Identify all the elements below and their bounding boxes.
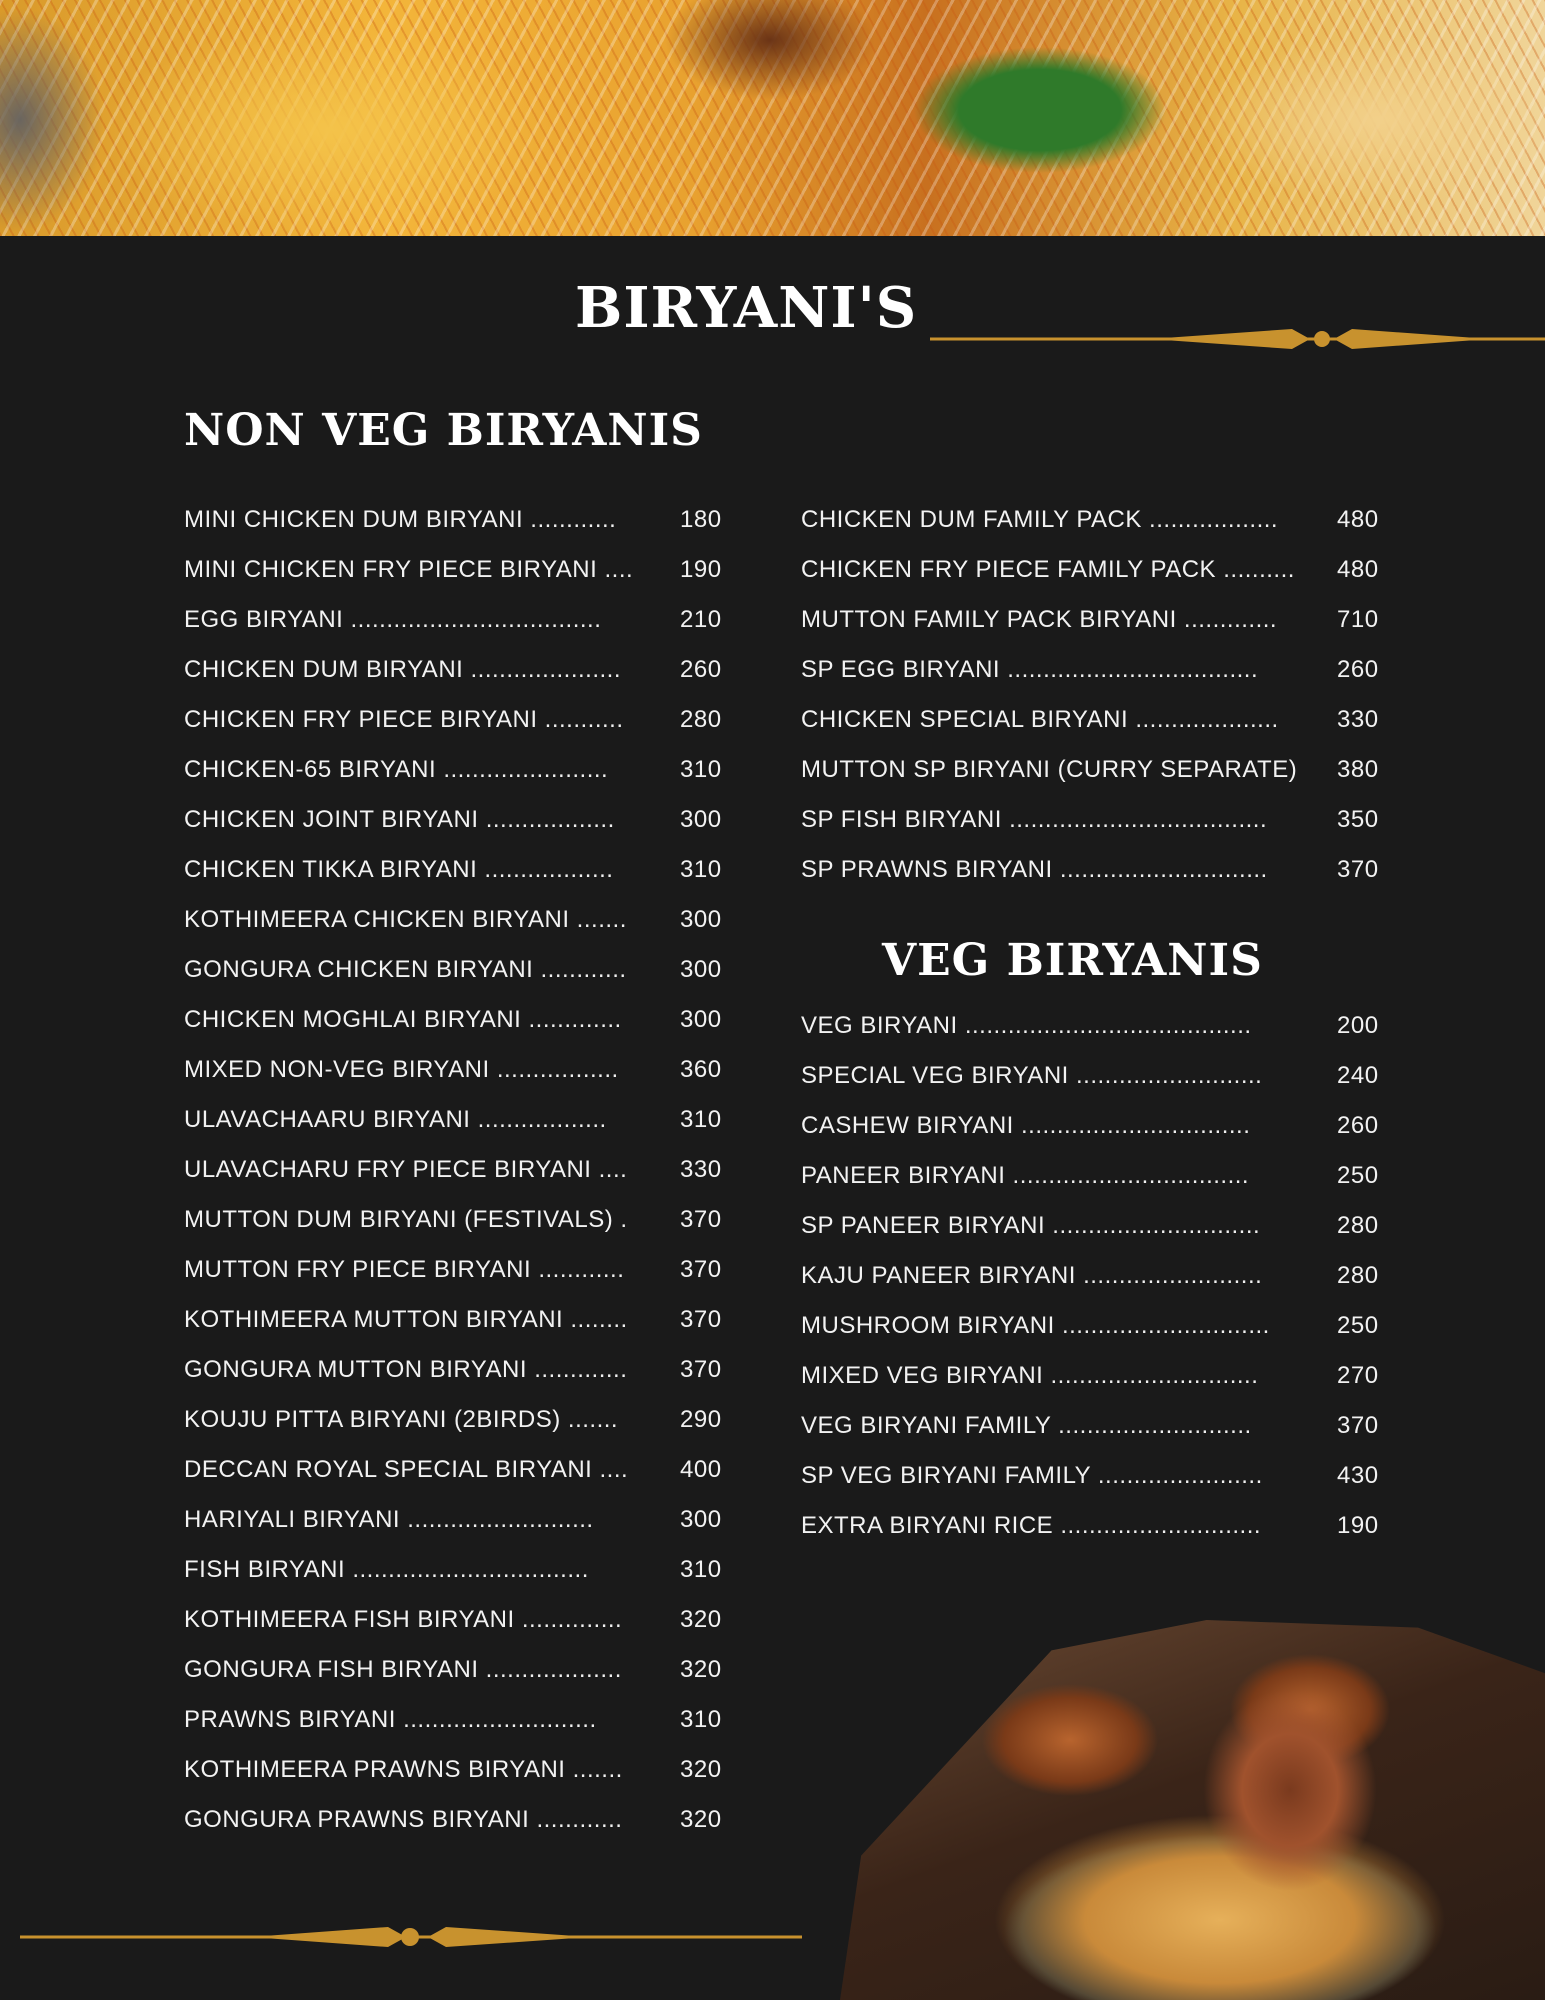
item-name: ULAVACHAARU BIRYANI .................. [184, 1106, 607, 1133]
item-name: DECCAN ROYAL SPECIAL BIRYANI .... [184, 1456, 629, 1483]
item-price: 480 [1337, 506, 1379, 533]
item-price: 250 [1337, 1162, 1379, 1189]
item-price: 240 [1337, 1062, 1379, 1089]
item-price: 320 [680, 1606, 722, 1633]
item-name: FISH BIRYANI ................................. [184, 1556, 589, 1583]
item-name: KOUJU PITTA BIRYANI (2BIRDS) ....... [184, 1406, 619, 1433]
item-name: CHICKEN JOINT BIRYANI .................. [184, 806, 615, 833]
item-price: 370 [1337, 1412, 1379, 1439]
item-price: 330 [680, 1156, 722, 1183]
item-name: CHICKEN MOGHLAI BIRYANI ............. [184, 1006, 622, 1033]
item-price: 320 [680, 1756, 722, 1783]
item-name: GONGURA CHICKEN BIRYANI ............ [184, 956, 627, 983]
item-price: 300 [680, 1506, 722, 1533]
item-name: GONGURA FISH BIRYANI ................... [184, 1656, 622, 1683]
item-price: 330 [1337, 706, 1379, 733]
item-name: CHICKEN FRY PIECE FAMILY PACK .......... [801, 556, 1295, 583]
item-price: 210 [680, 606, 722, 633]
item-price: 260 [680, 656, 722, 683]
item-name: ULAVACHARU FRY PIECE BIRYANI .... [184, 1156, 628, 1183]
item-name: SP PANEER BIRYANI ............................. [801, 1212, 1261, 1239]
item-price: 200 [1337, 1012, 1379, 1039]
page-title: BIRYANI'S [575, 275, 918, 341]
item-price: 320 [680, 1656, 722, 1683]
item-name: VEG BIRYANI ........................................ [801, 1012, 1252, 1039]
item-price: 300 [680, 906, 722, 933]
item-price: 360 [680, 1056, 722, 1083]
item-name: MIXED NON-VEG BIRYANI ................. [184, 1056, 619, 1083]
item-name: GONGURA PRAWNS BIRYANI ............ [184, 1806, 623, 1833]
item-price: 180 [680, 506, 722, 533]
item-name: KAJU PANEER BIRYANI ......................... [801, 1262, 1263, 1289]
biryani-dish-photo [840, 1620, 1545, 2000]
item-name: MINI CHICKEN FRY PIECE BIRYANI .... [184, 556, 634, 583]
divider-ornament-top [930, 322, 1545, 356]
item-name: MIXED VEG BIRYANI ............................. [801, 1362, 1259, 1389]
item-name: EXTRA BIRYANI RICE ............................ [801, 1512, 1262, 1539]
item-price: 370 [680, 1256, 722, 1283]
item-price: 280 [1337, 1262, 1379, 1289]
item-price: 380 [1337, 756, 1379, 783]
item-price: 370 [680, 1206, 722, 1233]
item-price: 270 [1337, 1362, 1379, 1389]
item-price: 260 [1337, 656, 1379, 683]
item-price: 310 [680, 1556, 722, 1583]
item-price: 310 [680, 1706, 722, 1733]
item-name: CHICKEN DUM BIRYANI ..................... [184, 656, 622, 683]
item-price: 250 [1337, 1312, 1379, 1339]
item-price: 370 [680, 1306, 722, 1333]
item-price: 400 [680, 1456, 722, 1483]
item-name: SPECIAL VEG BIRYANI .......................... [801, 1062, 1263, 1089]
section-title-non-veg: NON VEG BIRYANIS [184, 405, 703, 456]
item-price: 260 [1337, 1112, 1379, 1139]
item-name: KOTHIMEERA CHICKEN BIRYANI ....... [184, 906, 627, 933]
item-price: 310 [680, 1106, 722, 1133]
item-name: KOTHIMEERA PRAWNS BIRYANI ....... [184, 1756, 623, 1783]
item-price: 710 [1337, 606, 1379, 633]
item-name: CHICKEN DUM FAMILY PACK .................. [801, 506, 1279, 533]
item-price: 350 [1337, 806, 1379, 833]
item-price: 300 [680, 956, 722, 983]
item-price: 290 [680, 1406, 722, 1433]
item-name: CASHEW BIRYANI ................................ [801, 1112, 1251, 1139]
item-price: 280 [1337, 1212, 1379, 1239]
item-name: GONGURA MUTTON BIRYANI ............. [184, 1356, 628, 1383]
item-price: 300 [680, 1006, 722, 1033]
item-name: SP FISH BIRYANI .................................... [801, 806, 1268, 833]
item-price: 190 [1337, 1512, 1379, 1539]
item-price: 300 [680, 806, 722, 833]
item-price: 370 [680, 1356, 722, 1383]
item-name: CHICKEN TIKKA BIRYANI .................. [184, 856, 614, 883]
item-price: 310 [680, 856, 722, 883]
hero-biryani-photo [0, 0, 1545, 236]
item-name: PRAWNS BIRYANI ........................... [184, 1706, 597, 1733]
item-name: SP VEG BIRYANI FAMILY ....................... [801, 1462, 1263, 1489]
item-name: CHICKEN FRY PIECE BIRYANI ........... [184, 706, 624, 733]
item-price: 280 [680, 706, 722, 733]
item-price: 430 [1337, 1462, 1379, 1489]
item-name: PANEER BIRYANI ................................. [801, 1162, 1250, 1189]
section-title-veg: VEG BIRYANIS [882, 935, 1263, 986]
divider-ornament-bottom [20, 1920, 802, 1954]
item-name: KOTHIMEERA MUTTON BIRYANI ........ [184, 1306, 628, 1333]
item-name: MUTTON SP BIRYANI (CURRY SEPARATE) [801, 756, 1298, 783]
item-price: 190 [680, 556, 722, 583]
item-price: 370 [1337, 856, 1379, 883]
item-name: EGG BIRYANI ................................... [184, 606, 602, 633]
item-name: CHICKEN-65 BIRYANI ....................... [184, 756, 609, 783]
item-name: KOTHIMEERA FISH BIRYANI .............. [184, 1606, 623, 1633]
item-price: 480 [1337, 556, 1379, 583]
item-name: HARIYALI BIRYANI .......................... [184, 1506, 594, 1533]
item-name: CHICKEN SPECIAL BIRYANI .................... [801, 706, 1279, 733]
item-name: MUTTON DUM BIRYANI (FESTIVALS) . [184, 1206, 628, 1233]
item-name: MINI CHICKEN DUM BIRYANI ............ [184, 506, 617, 533]
item-name: MUSHROOM BIRYANI ............................. [801, 1312, 1270, 1339]
item-name: VEG BIRYANI FAMILY ........................... [801, 1412, 1252, 1439]
item-price: 310 [680, 756, 722, 783]
item-name: MUTTON FRY PIECE BIRYANI ............ [184, 1256, 625, 1283]
item-name: MUTTON FAMILY PACK BIRYANI ............. [801, 606, 1278, 633]
item-name: SP EGG BIRYANI ................................... [801, 656, 1259, 683]
item-price: 320 [680, 1806, 722, 1833]
item-name: SP PRAWNS BIRYANI ............................. [801, 856, 1268, 883]
